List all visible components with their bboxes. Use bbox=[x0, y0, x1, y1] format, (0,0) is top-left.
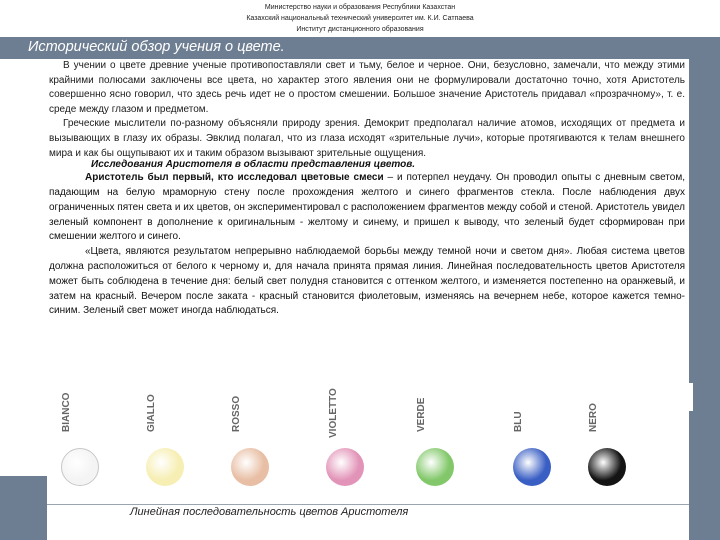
swatch-label: VIOLETTO bbox=[328, 388, 339, 438]
paragraph-aristotle-experiment bbox=[49, 171, 685, 245]
left-bottom-block bbox=[0, 476, 47, 540]
swatch-circle bbox=[61, 448, 99, 486]
swatch-rosso bbox=[225, 360, 285, 500]
swatch-circle bbox=[231, 448, 269, 486]
color-swatches bbox=[55, 360, 665, 500]
swatch-giallo bbox=[140, 360, 200, 500]
paragraph-experiment-rest: – и потерпел неудачу. Он проводил опыты с дневным светом, падающим на белую мраморную стену после прохождения желтого и синего фрагментов стекла. После наблюдения двух ограниченных пятен света и их цветов, он экспериментировал с расположением фрагментов между собой и стеной. Аристотель увидел зеленый компонент в дополнение к оригинальным - желтому и синему, и пришел к выводу, что зеленый будет сформирован при смешении желтого и синего. bbox=[49, 172, 685, 243]
left-margin bbox=[0, 59, 47, 540]
swatch-circle bbox=[146, 448, 184, 486]
swatch-circle bbox=[416, 448, 454, 486]
swatch-label: ROSSO bbox=[231, 395, 242, 432]
right-sidebar bbox=[689, 59, 720, 540]
swatch-bianco bbox=[55, 360, 115, 500]
paragraph-linear-sequence: «Цвета, являются результатом непрерывно наблюдаемой борьбы между темной ночи и светом дня». Любая система цветов должна расположиться от белого к черному и, для начала принята прямая линия. Линейная последовательность цветов Аристотеля может быть соблюдена в течение дня: белый свет полудня становится с оттенком желтого, и изменяется постепенно на оранжевый, и затем на красный. Вечером после заката - красный становится фиолетовым, изменяясь на вечернем небе, которое кажется темно-синим. Зеленый свет может иногда наблюдаться. bbox=[49, 246, 685, 317]
swatch-circle bbox=[326, 448, 364, 486]
caption-divider bbox=[47, 504, 689, 505]
header-ministry: Министерство науки и образования Республики Казахстан bbox=[264, 4, 456, 11]
swatch-nero bbox=[582, 360, 642, 500]
swatch-label: VERDE bbox=[416, 397, 427, 432]
title-bar bbox=[0, 37, 720, 59]
paragraph-lead-bold: Аристотель был первый, кто исследовал цветовые смеси bbox=[85, 172, 384, 184]
paragraph-ancient-theory: В учении о цвете древние ученые противопоставляли свет и тьму, белое и черное. Они, безусловно, замечали, что между этими крайними полюсами заключены все цвета, но характер этого явления они не формулировали достаточно точно, хотя Аристотель совершенно ясно говорил, что здесь речь идет не о простом смешении. Большое значение Аристотель придавал «прозрачному», т. е. среде между глазом и предметом. bbox=[49, 60, 685, 115]
slide-title: Исторический обзор учения о цвете. bbox=[28, 39, 285, 55]
swatch-violetto bbox=[320, 360, 380, 500]
swatch-label: NERO bbox=[588, 403, 599, 432]
header-university: Казахский национальный технический университет им. К.И. Сатпаева bbox=[246, 15, 474, 22]
right-sidebar-notch bbox=[689, 383, 693, 411]
swatch-circle bbox=[513, 448, 551, 486]
swatch-blu bbox=[507, 360, 567, 500]
institution-header bbox=[0, 2, 720, 35]
swatch-label: BIANCO bbox=[61, 392, 72, 432]
swatch-circle bbox=[588, 448, 626, 486]
slide-content bbox=[49, 59, 685, 319]
section-subheading: Исследования Аристотеля в области представления цветов. bbox=[91, 159, 416, 171]
swatch-label: BLU bbox=[513, 411, 524, 432]
swatch-label: GIALLO bbox=[146, 394, 157, 432]
figure-caption: Линейная последовательность цветов Аристотеля bbox=[130, 506, 409, 518]
paragraph-greek-vision: Греческие мыслители по-разному объясняли природу зрения. Демокрит предполагал наличие атомов, исходящих от предмета и вызывающих в глазу их образы. Эвклид полагал, что из глаза исходят «зрительные лучи», которые протягиваются к телам внешнего мира и как бы ощупывают их и таким образом вызывают зрительные ощущения. bbox=[49, 118, 685, 159]
header-institute: Институт дистанционного образования bbox=[296, 26, 424, 33]
swatch-verde bbox=[410, 360, 470, 500]
